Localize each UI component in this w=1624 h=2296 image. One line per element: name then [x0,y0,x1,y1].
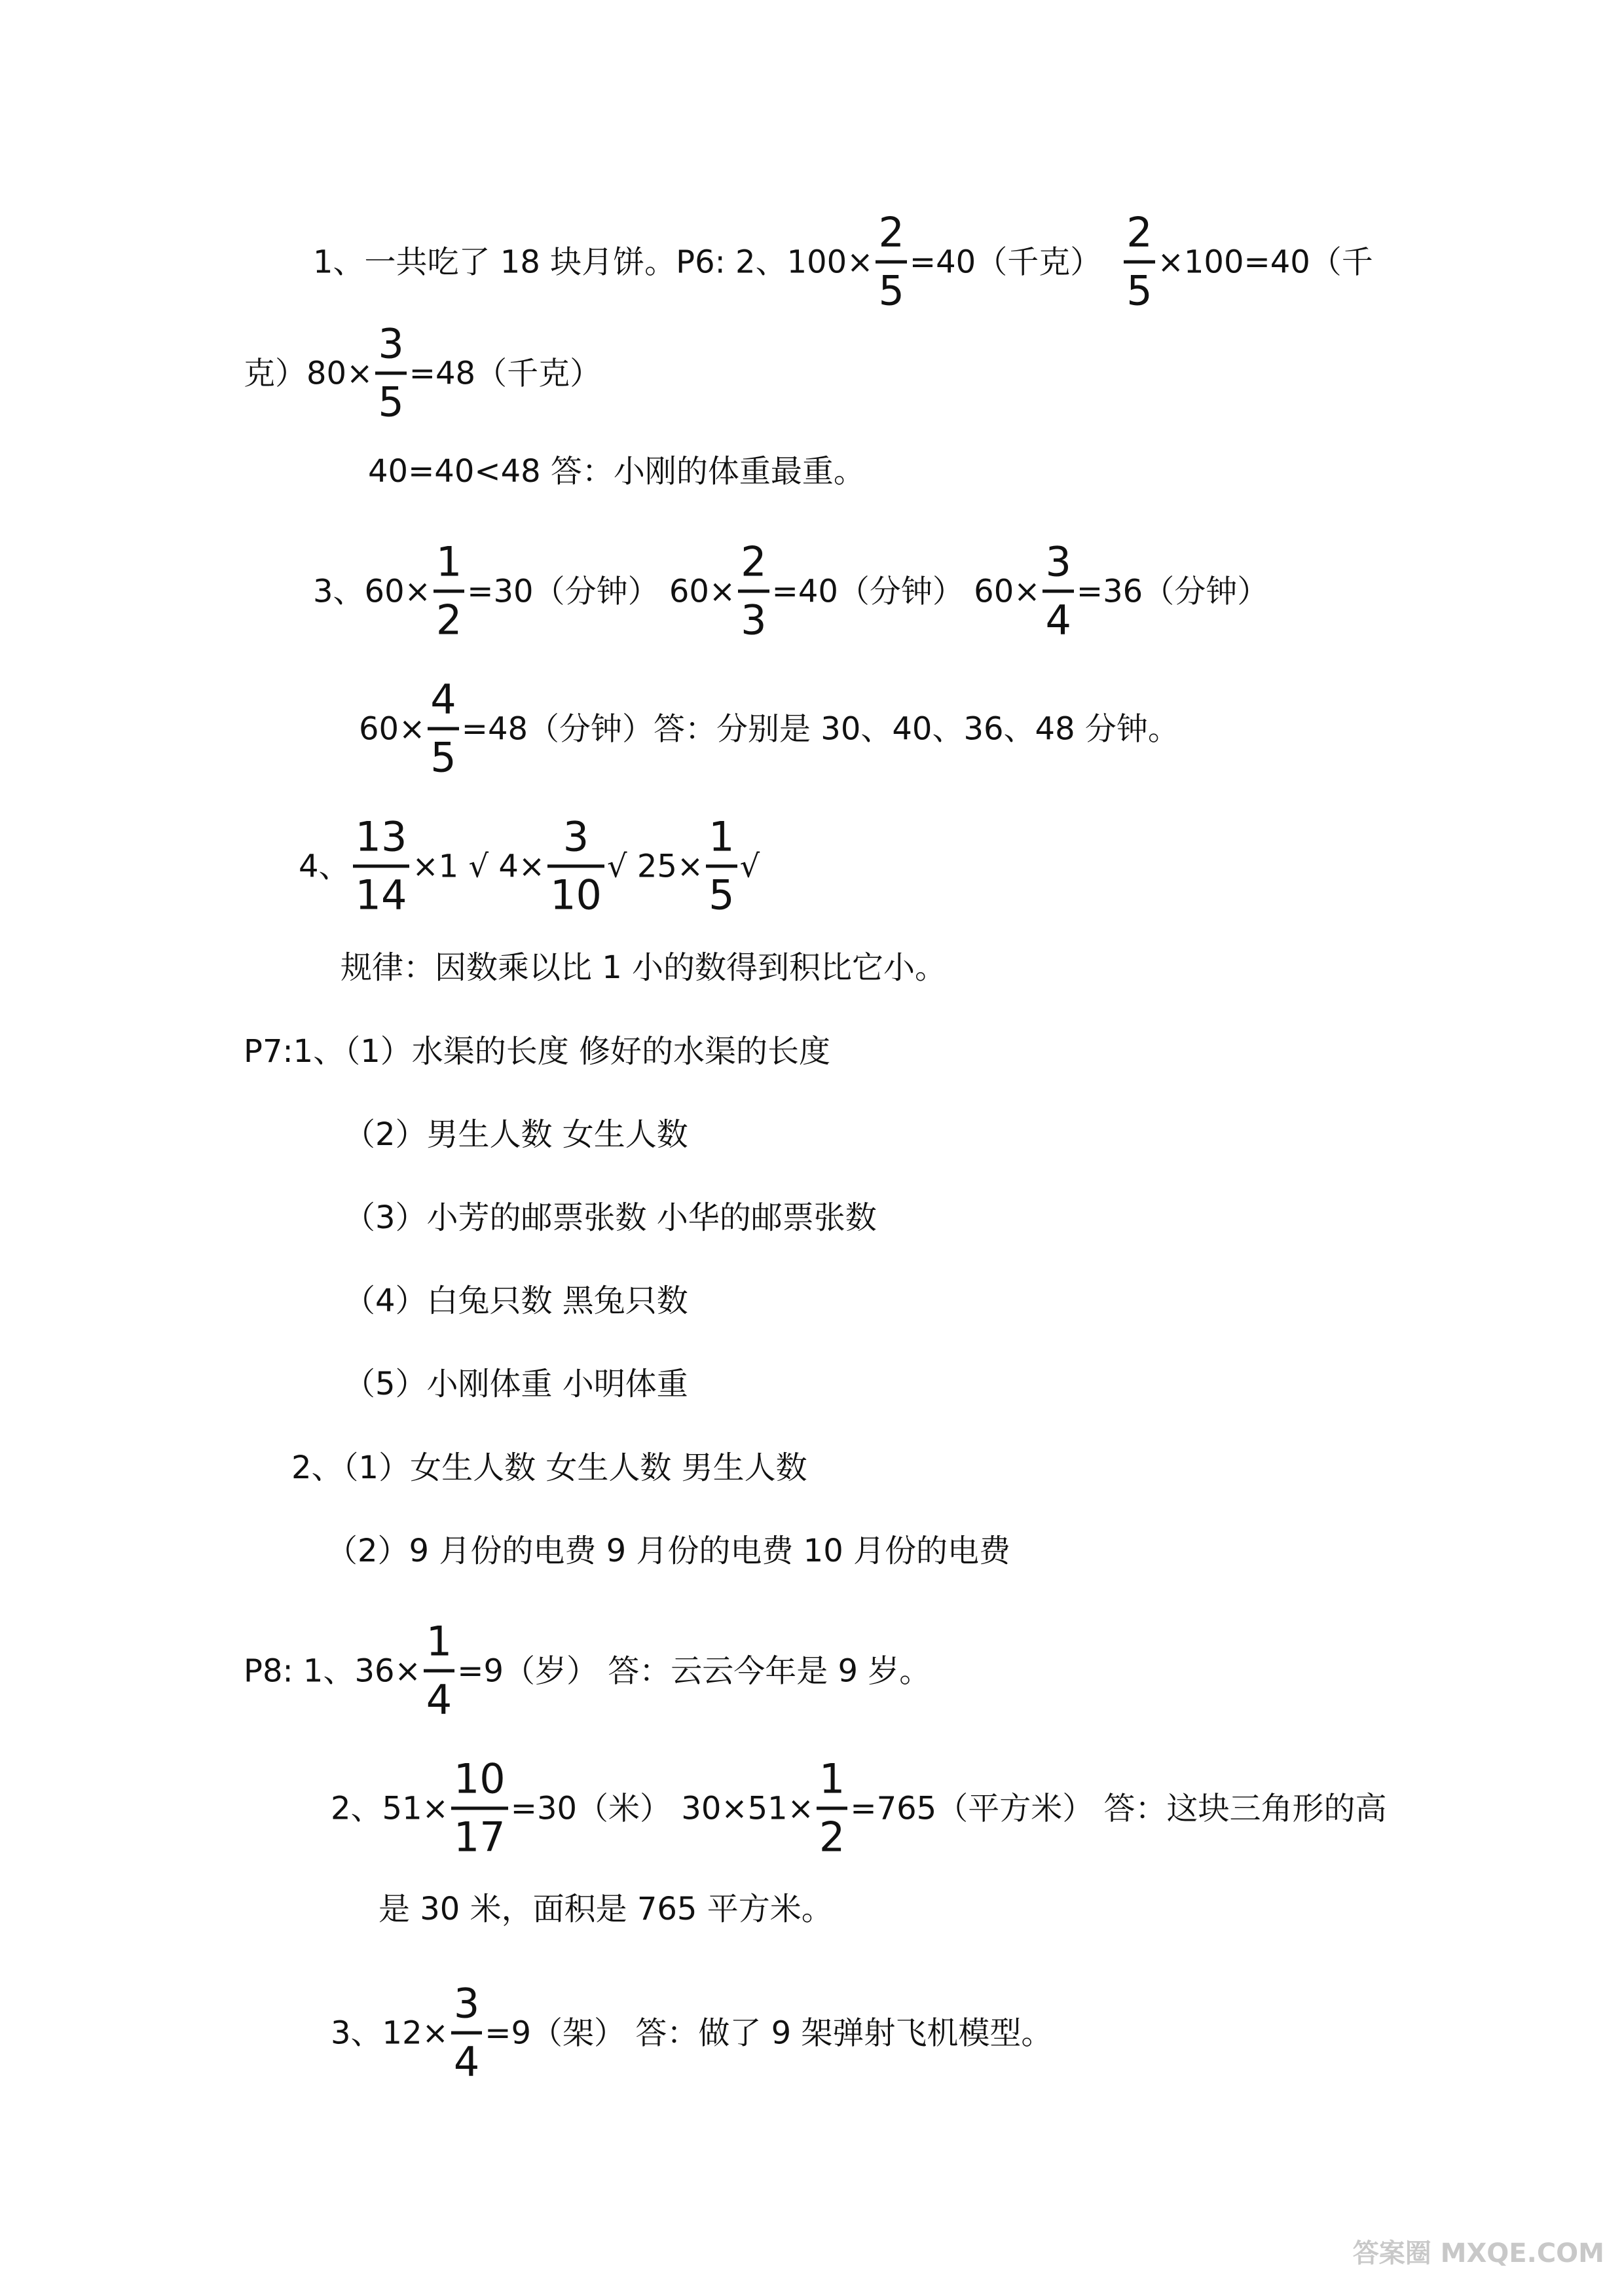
fraction [353,811,410,922]
fraction [1043,536,1073,647]
fraction-denominator: 17 [453,1813,506,1861]
p6-line-5 [359,674,1179,784]
p7-l6-text: 2、（1）女生人数 女生人数 男生人数 [291,1449,807,1486]
fraction-denominator: 14 [355,871,407,919]
p8-l2-text-c: =765（平方米） 答：这块三角形的高 [850,1790,1387,1827]
watermark: 答案圈 MXQE.COM [1352,2238,1604,2269]
fraction-numerator: 3 [1045,538,1071,586]
fraction-numerator: 1 [435,538,462,586]
fraction-bar [428,727,458,731]
fraction-numerator: 2 [878,208,904,257]
fraction [434,536,464,647]
fraction-denominator: 3 [741,596,767,644]
fraction-numerator: 2 [741,538,767,586]
fraction-numerator: 1 [426,1617,452,1666]
fraction-denominator: 10 [550,871,602,919]
fraction [1124,207,1154,318]
fraction-bar [1124,261,1154,264]
p6-l1-text-a: 1、一共吃了 18 块月饼。P6: 2、100× [313,244,874,280]
p6-l6-text-d: √ [739,848,760,884]
p7-line-6 [291,1448,807,1487]
fraction-denominator: 4 [426,1675,452,1724]
p6-l1-text-b: =40（千克） [909,244,1102,280]
fraction-bar [353,865,410,868]
p6-line-7 [341,948,946,987]
fraction-bar [424,1669,454,1673]
p7-line-1 [244,1032,830,1071]
fraction [375,318,406,429]
p8-line-1 [244,1616,931,1726]
fraction [428,674,458,784]
p6-line-2 [244,318,601,429]
p6-line-4 [313,536,1268,647]
fraction-numerator: 2 [1126,208,1153,257]
p7-l4-text: （4）白兔只数 黑兔只数 [344,1283,688,1319]
p7-line-3 [344,1198,877,1237]
fraction-denominator: 2 [819,1813,845,1861]
fraction [817,1753,847,1864]
p8-l2-text-a: 2、51× [331,1790,449,1827]
fraction-numerator: 3 [453,1979,480,2028]
p6-l3-text: 40=40<48 答：小刚的体重最重。 [368,453,865,490]
fraction-denominator: 5 [378,378,404,426]
p7-line-2 [344,1115,688,1154]
fraction [706,811,737,922]
fraction-bar [706,865,737,868]
p8-l4-text-b: =9（架） 答：做了 9 架弹射飞机模型。 [485,2014,1053,2051]
fraction-numerator: 3 [378,319,404,368]
p6-l1-text-c: ×100=40（千 [1157,244,1373,280]
p8-l1-text-b: =9（岁） 答：云云今年是 9 岁。 [457,1652,931,1689]
p7-l2-text: （2）男生人数 女生人数 [344,1116,688,1153]
fraction-numerator: 10 [453,1755,506,1803]
p6-line-6 [299,811,760,922]
p8-line-3 [378,1889,833,1929]
fraction-denominator: 5 [1126,266,1153,315]
fraction-denominator: 5 [430,733,456,782]
p7-l3-text: （3）小芳的邮票张数 小华的邮票张数 [344,1199,877,1236]
fraction-denominator: 4 [1045,596,1071,644]
fraction-bar [547,865,604,868]
p8-line-2 [331,1753,1386,1864]
fraction-denominator: 5 [878,266,904,315]
fraction-denominator: 2 [435,596,462,644]
fraction [451,1978,482,2088]
fraction-denominator: 5 [709,871,735,919]
fraction-bar [451,1807,508,1810]
p8-l2-text-b: =30（米） 30×51× [510,1790,814,1827]
fraction [738,536,769,647]
p7-l1-text: P7:1、（1）水渠的长度 修好的水渠的长度 [244,1033,830,1070]
p7-l5-text: （5）小刚体重 小明体重 [344,1366,688,1402]
fraction [451,1753,508,1864]
p7-line-4 [344,1281,688,1321]
p6-line-3 [368,452,865,491]
p7-line-5 [344,1364,688,1404]
fraction-bar [434,590,464,593]
fraction-bar [817,1807,847,1810]
p6-line-1 [313,207,1373,318]
fraction-bar [375,372,406,375]
p6-l2-text-a: 克）80× [244,355,373,392]
p8-l4-text-a: 3、12× [331,2014,449,2051]
fraction [547,811,604,922]
fraction-denominator: 4 [453,2037,480,2086]
p8-line-4 [331,1978,1052,2088]
p8-l1-text-a: P8: 1、36× [244,1652,421,1689]
fraction [876,207,906,318]
fraction-numerator: 13 [355,812,407,861]
fraction-numerator: 1 [709,812,735,861]
p6-l6-text-b: ×1 √ 4× [412,848,545,884]
fraction-bar [738,590,769,593]
fraction [424,1616,454,1726]
p6-l4-text-c: =40（分钟） 60× [771,573,1041,610]
p6-l6-text-c: √ 25× [606,848,704,884]
fraction-numerator: 3 [563,812,589,861]
fraction-bar [876,261,906,264]
p6-l6-text-a: 4、 [299,848,350,884]
p6-l4-text-d: =36（分钟） [1076,573,1269,610]
p6-l4-text-b: =30（分钟） 60× [467,573,736,610]
fraction-numerator: 1 [819,1755,845,1803]
fraction-bar [451,2032,482,2035]
p6-l5-text-a: 60× [359,710,426,747]
fraction-numerator: 4 [430,675,456,723]
p7-line-7 [326,1531,1010,1571]
p6-l5-text-b: =48（分钟）答：分别是 30、40、36、48 分钟。 [461,710,1179,747]
p7-l7-text: （2）9 月份的电费 9 月份的电费 10 月份的电费 [326,1533,1010,1569]
p6-l4-text-a: 3、60× [313,573,431,610]
p8-l3-text: 是 30 米，面积是 765 平方米。 [378,1891,833,1927]
p6-l2-text-b: =48（千克） [409,355,602,392]
fraction-bar [1043,590,1073,593]
p6-l7-text: 规律：因数乘以比 1 小的数得到积比它小。 [341,949,947,986]
